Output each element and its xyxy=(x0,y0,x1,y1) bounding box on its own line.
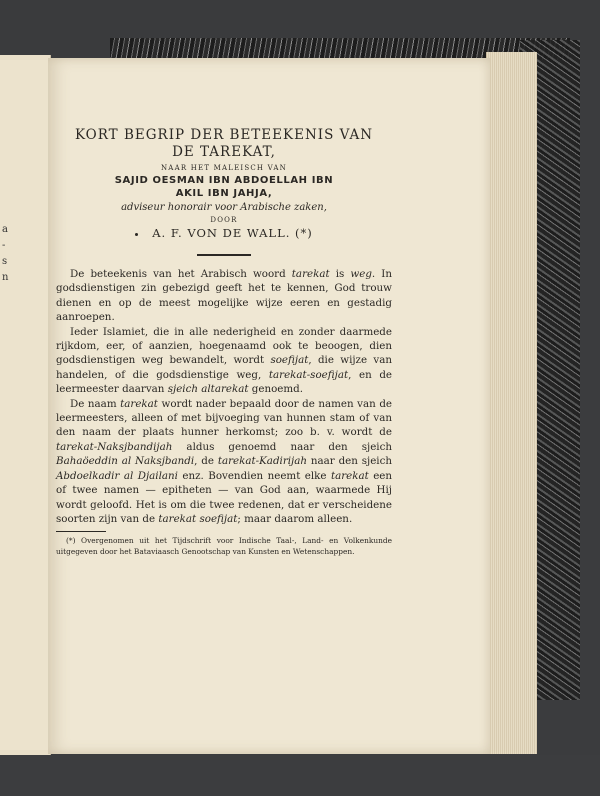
author-role: adviseur honorair voor Arabische zaken, xyxy=(121,202,327,213)
translator xyxy=(56,226,392,240)
title-rule xyxy=(197,254,251,256)
page-content xyxy=(56,125,392,557)
bullet-mark xyxy=(135,233,138,236)
footnote-rule xyxy=(56,531,106,532)
left-char: s xyxy=(2,256,8,267)
paragraph-1: De beteekenis van het Arabisch woord tarekat is weg. In godsdienstigen zin gebezigd geeft het te kennen, God trouw dienen en op de meest mogelijke wijze eeren en gestadig aanroepen. xyxy=(56,268,392,324)
left-char: n xyxy=(2,272,9,283)
paragraph-2: Ieder Islamiet, die in alle nederigheid en zonder daarmede rijkdom, eer, of aanzien, hoegenaamd ook te beoogen, dien godsdienstigen weg bewandelt, wordt soefijat, die wijze van handelen, of die godsdienstige weg, tarekat-soefijat, en de leermeester daarvan sjeich altarekat genoemd. xyxy=(56,325,393,396)
body-text xyxy=(56,267,392,526)
naar-label: NAAR HET MALEISCH VAN xyxy=(160,164,288,172)
left-page xyxy=(0,60,48,750)
page-block-edges xyxy=(486,52,537,754)
paragraph-3: De naam tarekat wordt nader bepaald door de namen van de leermeesters, alleen of met bijvoeging van hunnen stam of van den naam der plaats hunner herkomst; zoo b. v. wordt de tarekat-Naksjbandijah aldus genoemd naar den sjeich Bahaöeddin al Naksjbandi, de tarekat-Kadirijah naar den sjeich Abdoelkadir al Djailani enz. Bovendien neemt elke tarekat een of twee namen — epitheten — van God aan, waarmede Hij wordt geloofd. Het is om die twee redenen, dat er verscheidene soorten zijn van de tarekat soefijat; maar daarom alleen. xyxy=(56,397,393,525)
left-page-margin-text xyxy=(2,222,16,286)
author-line-1: SAJID OESMAN IBN ABDOELLAH IBN xyxy=(114,175,334,186)
author-line-2: AKIL IBN JAHJA, xyxy=(175,188,273,199)
left-char: a xyxy=(2,224,8,235)
background-bottom xyxy=(0,755,600,796)
translator-name: A. F. VON DE WALL. (*) xyxy=(152,226,313,240)
left-char: - xyxy=(2,240,6,251)
footnote: (*) Overgenomen uit het Tijdschrift voor Indische Taal-, Land- en Volkenkunde uitgegeven door het Bataviaasch Genootschap van Kunsten en Wetenschappen. xyxy=(56,536,392,556)
door-label: DOOR xyxy=(210,216,238,224)
title-line-2: DE TAREKAT, xyxy=(172,144,276,160)
title-line-1: KORT BEGRIP DER BETEEKENIS VAN xyxy=(74,127,374,143)
